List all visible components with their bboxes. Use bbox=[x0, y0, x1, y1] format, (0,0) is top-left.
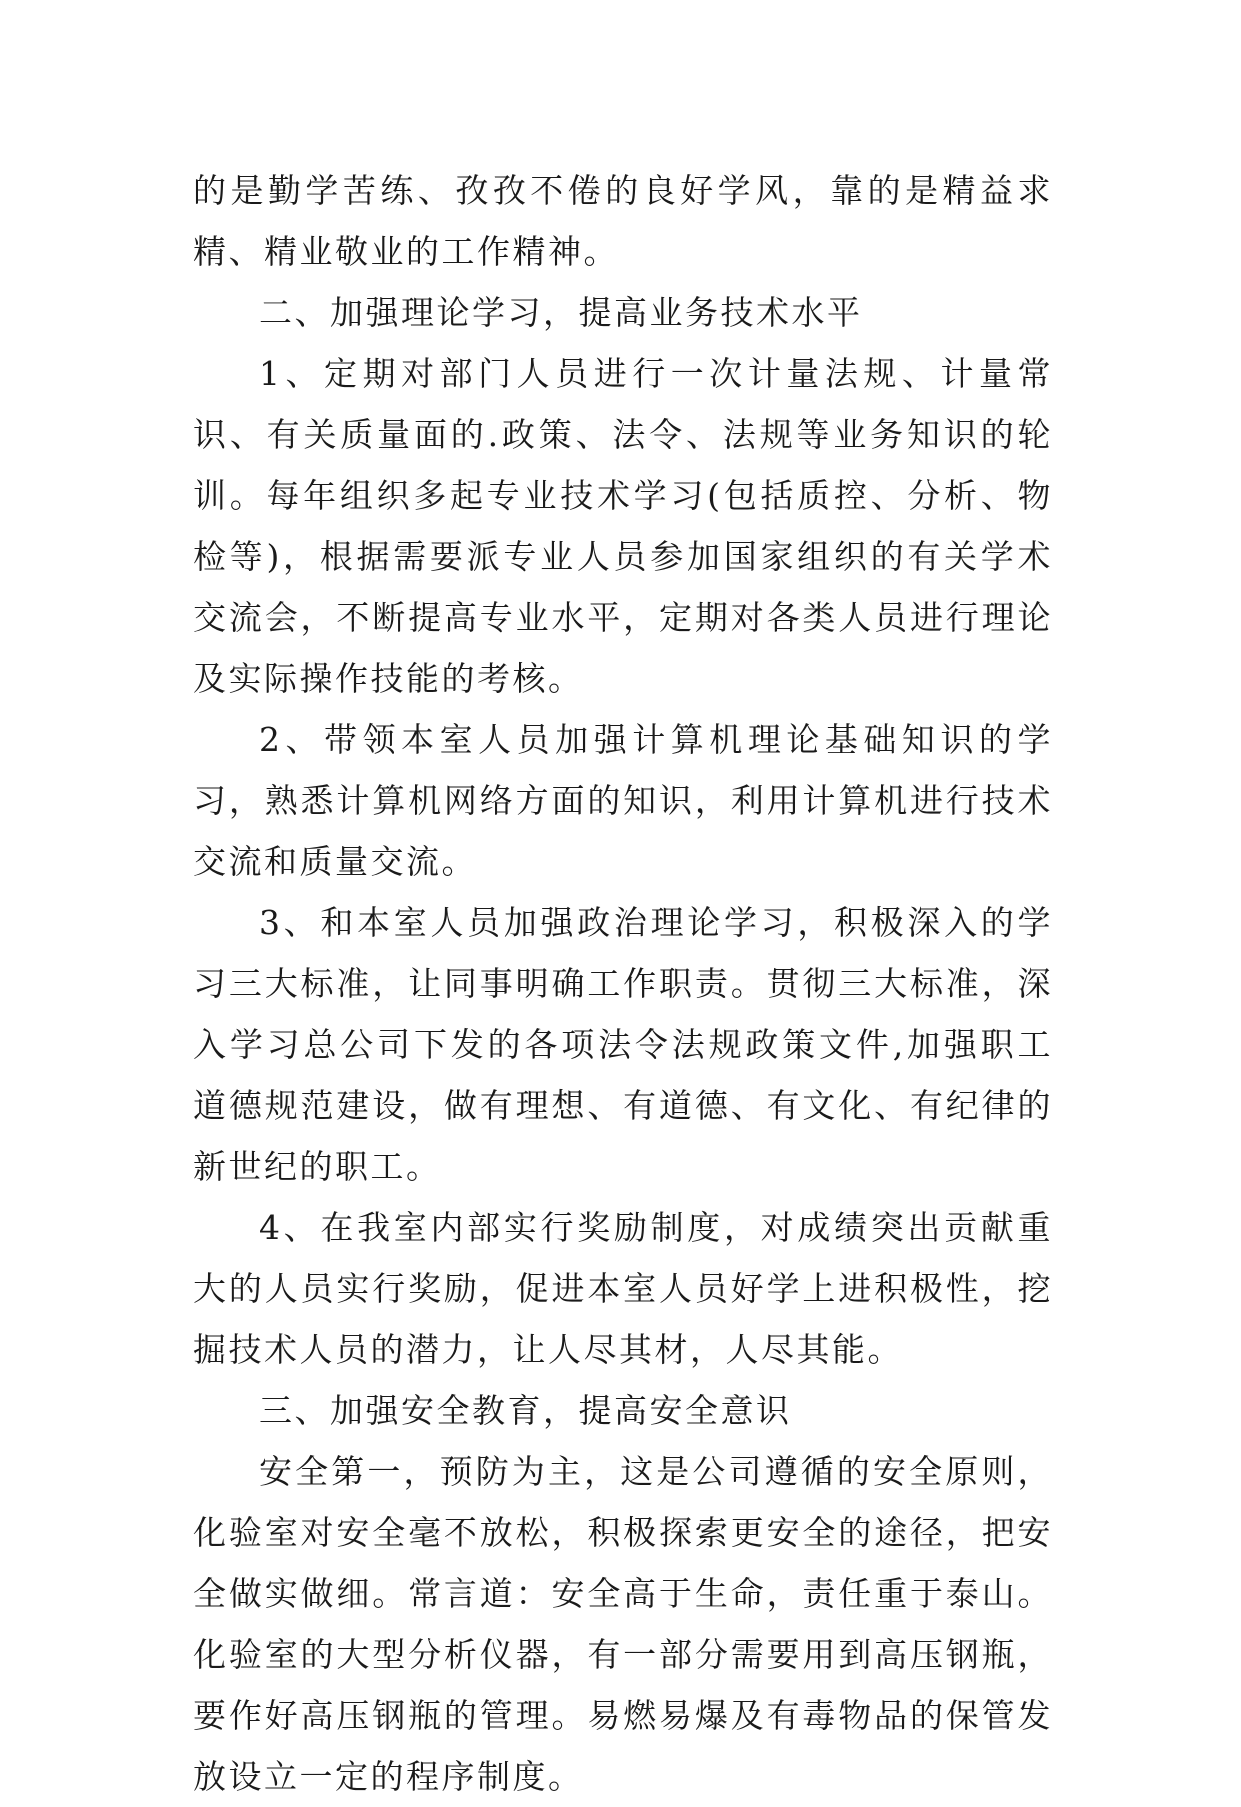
paragraph-item-4: 4、在我室内部实行奖励制度，对成绩突出贡献重大的人员实行奖励，促进本室人员好学上进积极性，挖掘技术人员的潜力，让人尽其材，人尽其能。 bbox=[193, 1208, 1053, 1369]
paragraph-item-2: 2、带领本室人员加强计算机理论基础知识的学习，熟悉计算机网络方面的知识，利用计算机进行技术交流和质量交流。 bbox=[193, 720, 1053, 881]
paragraph-continuation: 的是勤学苦练、孜孜不倦的良好学风，靠的是精益求精、精业敬业的工作精神。 bbox=[193, 171, 1053, 271]
section-heading-three: 三、加强安全教育，提高安全意识 bbox=[259, 1391, 792, 1430]
paragraph-item-1: 1、定期对部门人员进行一次计量法规、计量常识、有关质量面的.政策、法令、法规等业务知识的轮训。每年组织多起专业技术学习(包括质控、分析、物检等)，根据需要派专业人员参加国家组织的有关学术交流会，不断提高专业水平，定期对各类人员进行理论及实际操作技能的考核。 bbox=[193, 354, 1053, 698]
paragraph-safety: 安全第一，预防为主，这是公司遵循的安全原则，化验室对安全毫不放松，积极探索更安全的途径，把安全做实做细。常言道：安全高于生命，责任重于泰山。化验室的大型分析仪器，有一部分需要用到高压钢瓶，要作好高压钢瓶的管理。易燃易爆及有毒物品的保管发放设立一定的程序制度。 bbox=[193, 1452, 1053, 1796]
paragraph-item-3: 3、和本室人员加强政治理论学习，积极深入的学习三大标准，让同事明确工作职责。贯彻三大标准，深入学习总公司下发的各项法令法规政策文件,加强职工道德规范建设，做有理想、有道德、有文化、有纪律的新世纪的职工。 bbox=[193, 903, 1053, 1186]
section-heading-two: 二、加强理论学习，提高业务技术水平 bbox=[259, 293, 863, 332]
document-body bbox=[193, 160, 1053, 1807]
